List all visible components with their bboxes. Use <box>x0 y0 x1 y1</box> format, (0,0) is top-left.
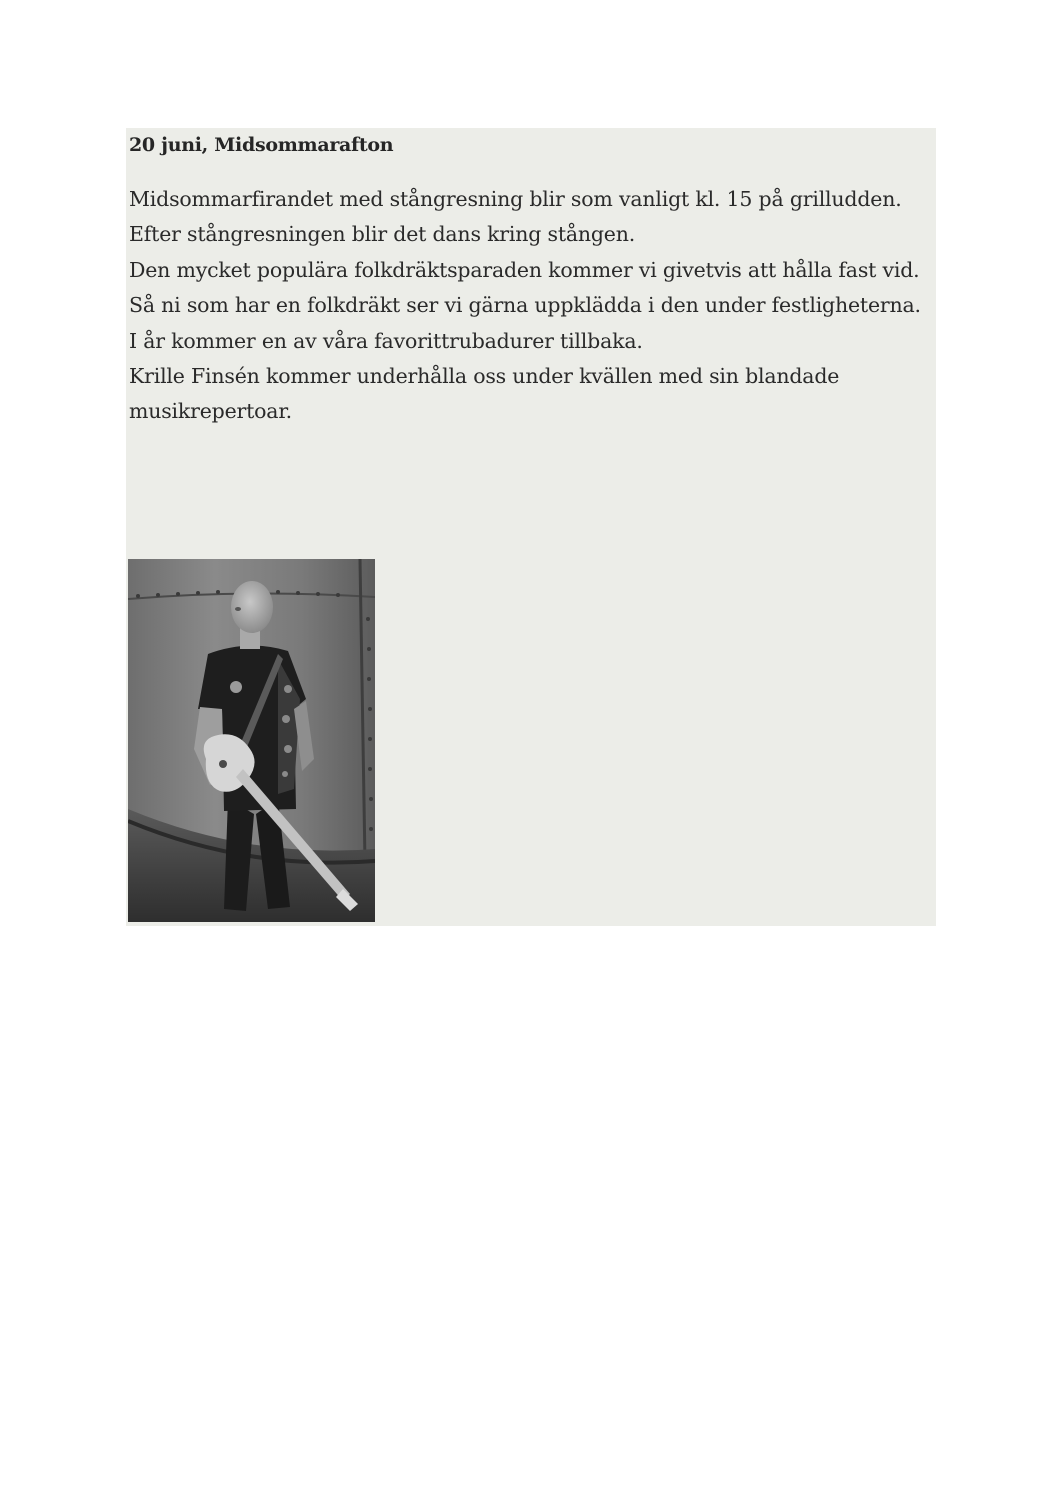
event-section <box>126 128 936 926</box>
event-paragraph: Efter stångresningen blir det dans kring stången. <box>129 222 636 247</box>
event-title: 20 juni, Midsommarafton <box>129 134 394 156</box>
event-paragraph: Krille Finsén kommer underhålla oss under kvällen med sin blandade musikrepertoar. <box>129 364 840 424</box>
event-paragraph: Den mycket populära folkdräktsparaden kommer vi givetvis att hålla fast vid. <box>129 257 920 282</box>
event-paragraph: I år kommer en av våra favorittrubadurer tillbaka. <box>129 328 643 353</box>
musician-photo <box>128 559 375 922</box>
event-description <box>129 182 933 430</box>
event-paragraph: Midsommarfirandet med stångresning blir som vanligt kl. 15 på grilludden. <box>129 187 902 211</box>
event-paragraph: Så ni som har en folkdräkt ser vi gärna uppklädda i den under festligheterna. <box>129 293 921 318</box>
